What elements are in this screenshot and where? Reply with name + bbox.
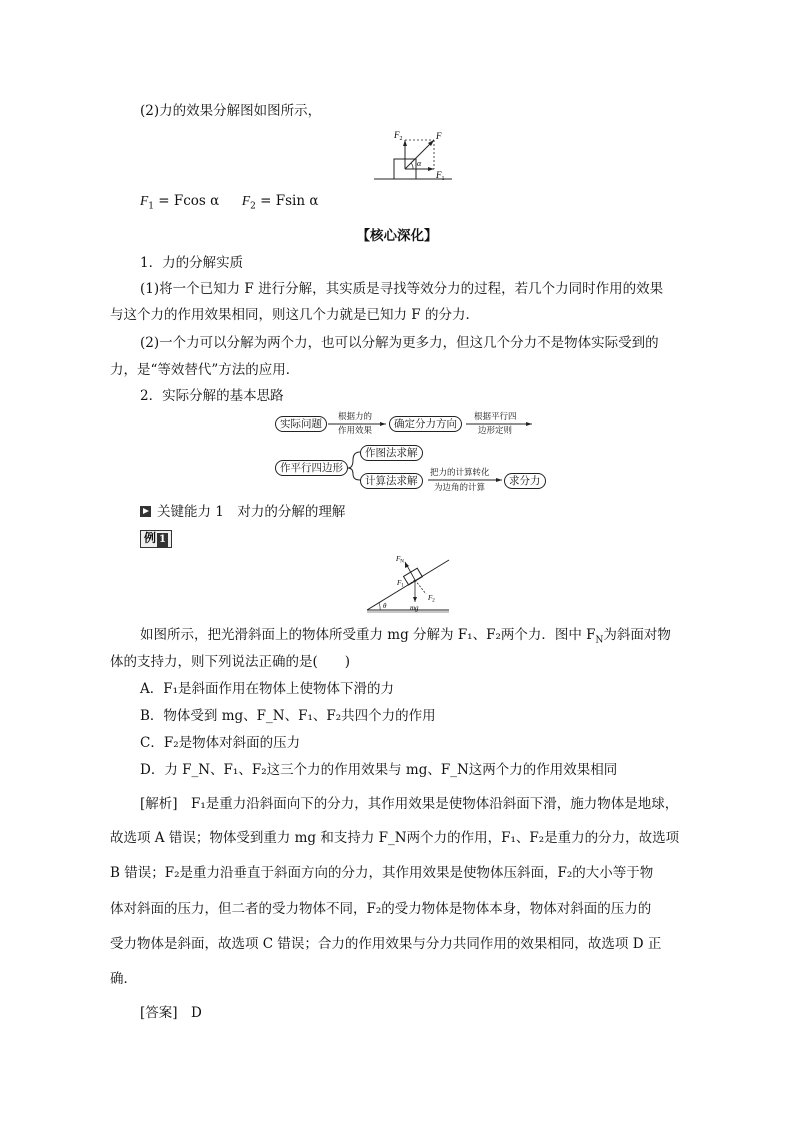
flow-chart [270, 410, 560, 495]
label-F1: $F_1$ [436, 170, 445, 182]
label-F: F [436, 131, 442, 141]
flow-box-parallelogram: 作平行四边形 [275, 460, 348, 476]
analysis-line-2: 故选项 A 错误；物体受到重力 mg 和支持力 F_N两个力的作用，F₁、F₂是重力的分力，故选项 [110, 830, 680, 846]
point1-title: 1．力的分解实质 [140, 255, 244, 271]
label-F2: $F_2$ [394, 130, 403, 142]
option-a[interactable]: A．F₁是斜面作用在物体上使物体下滑的力 [140, 681, 395, 697]
analysis-line-5: 受力物体是斜面，故选项 C 错误；合力的作用效果与分力共同作用的效果相同，故选项 D 正 [110, 936, 662, 952]
flow-box-find-component: 求分力 [504, 473, 546, 489]
key-ability-heading [140, 503, 345, 521]
flow-box-calculation-method: 计算法求解 [360, 473, 423, 489]
answer-line: [答案] D [140, 1005, 202, 1021]
flow-arrow3-top: 把力的计算转化 [430, 468, 490, 478]
force-decomposition-figure [372, 128, 482, 188]
incline-figure [365, 552, 455, 614]
flow-arrow1-bottom: 作用效果 [338, 426, 373, 436]
question-line2: 体的支持力，则下列说法正确的是( ) [110, 654, 351, 670]
p2-line2: 力，是“等效替代”方法的应用． [110, 362, 300, 378]
p1-line2: 与这个力的作用效果相同，则这几个力就是已知力 F 的分力． [110, 307, 479, 323]
point2-title: 2．实际分解的基本思路 [140, 388, 284, 404]
play-triangle-icon [140, 506, 151, 517]
label-theta: θ [383, 602, 387, 610]
analysis-line-6: 确． [110, 971, 137, 987]
flow-box-actual-problem: 实际问题 [275, 416, 327, 432]
p2-line1: (2)一个力可以分解为两个力，也可以分解为更多力，但这几个分力不是物体实际受到的 [140, 335, 659, 351]
formula-line: $F_1 = Fcos$ α $F_2 = Fsin$ α [140, 193, 319, 212]
key-ability-text: 关键能力 1 对力的分解的理解 [157, 504, 346, 520]
analysis-line-4: 体对斜面的压力，但二者的受力物体不同，F₂的受力物体是物体本身，物体对斜面的压力的 [110, 901, 652, 917]
option-b[interactable]: B．物体受到 mg、F_N、F₁、F₂共四个力的作用 [140, 708, 436, 724]
label-F2-incline: $F_2$ [428, 594, 435, 604]
analysis-line-3: B 错误；F₂是重力沿垂直于斜面方向的分力，其作用效果是使物体压斜面，F₂的大小等于物 [110, 865, 654, 881]
core-title: 【核心深化】 [356, 228, 438, 244]
label-mg: mg [410, 604, 419, 612]
section-intro: (2)力的效果分解图如图所示， [140, 103, 322, 119]
analysis-line-1: [解析] F₁是重力沿斜面向下的分力，其作用效果是使物体沿斜面下滑，施力物体是地球， [140, 796, 679, 812]
flow-arrow2-bottom: 边形定则 [478, 426, 513, 436]
flow-arrow3-bottom: 为边角的计算 [434, 483, 486, 493]
example-number: 1 [159, 534, 166, 545]
option-d[interactable]: D．力 F_N、F₁、F₂这三个力的作用效果与 mg、F_N这两个力的作用效果相同 [140, 762, 618, 778]
label-alpha: α [417, 159, 422, 168]
example-badge [140, 529, 172, 548]
flow-arrow1-top: 根据力的 [338, 412, 373, 422]
flow-box-graphic-method: 作图法求解 [360, 445, 423, 461]
question-line1: 如图所示，把光滑斜面上的物体所受重力 mg 分解为 F₁、F₂两个力．图中 $F_N$为斜面对物 [140, 627, 671, 646]
p1-line1: (1)将一个已知力 F 进行分解，其实质是寻找等效分力的过程，若几个力同时作用的效果 [140, 281, 664, 297]
label-F1-incline: $F_1$ [397, 579, 404, 589]
flow-arrow2-top: 根据平行四 [474, 412, 517, 422]
flow-box-direction: 确定分力方向 [389, 416, 462, 432]
example-label: 例 1 [140, 530, 172, 548]
option-c[interactable]: C．F₂是物体对斜面的压力 [140, 735, 301, 751]
label-FN: $F_N$ [396, 555, 404, 565]
